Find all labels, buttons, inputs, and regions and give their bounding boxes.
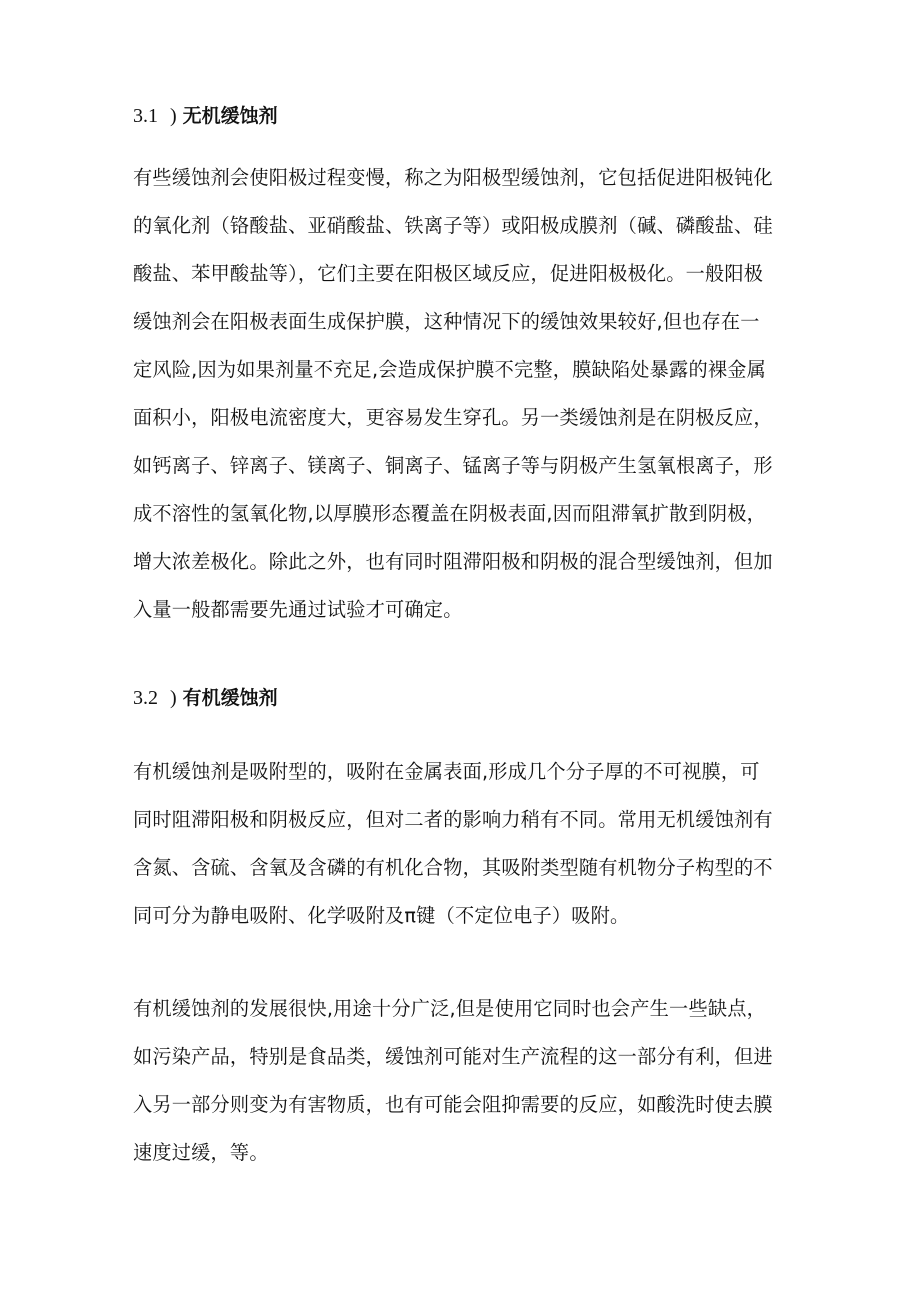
paragraph-line: 面积小，阳极电流密度大，更容易发生穿孔。另一类缓蚀剂是在阴极反应， [133,406,773,429]
paragraph-line: 同可分为静电吸附、化学吸附及π键（不定位电子）吸附。 [133,904,630,927]
paragraph-line: 的氧化剂（铬酸盐、亚硝酸盐、铁离子等）或阳极成膜剂（碱、磷酸盐、硅 [133,214,773,237]
section-heading-3-1 [133,104,278,128]
paragraph-line: 增大浓差极化。除此之外，也有同时阻滞阳极和阴极的混合型缓蚀剂，但加 [133,550,773,573]
paragraph-line: 有机缓蚀剂的发展很快,用途十分广泛,但是使用它同时也会产生一些缺点， [133,997,766,1020]
paragraph-line: 有机缓蚀剂是吸附型的，吸附在金属表面,形成几个分子厚的不可视膜，可 [133,760,760,783]
paragraph-line: 如污染产品，特别是食品类，缓蚀剂可能对生产流程的这一部分有利，但进 [133,1045,773,1068]
section-paren: ) [170,105,177,127]
section-paren: ) [170,687,177,709]
paragraph-organic-1 [133,760,805,952]
section-number: 3.2 [133,687,158,709]
paragraph-line: 缓蚀剂会在阳极表面生成保护膜，这种情况下的缓蚀效果较好,但也存在一 [133,310,760,333]
paragraph-line: 速度过缓，等。 [133,1141,269,1164]
paragraph-line: 有些缓蚀剂会使阳极过程变慢，称之为阳极型缓蚀剂，它包括促进阳极钝化 [133,166,773,189]
paragraph-line: 入量一般都需要先通过试验才可确定。 [133,598,463,621]
paragraph-line: 定风险,因为如果剂量不充足,会造成保护膜不完整，膜缺陷处暴露的裸金属 [133,358,766,381]
paragraph-line: 酸盐、苯甲酸盐等），它们主要在阳极区域反应，促进阳极极化。一般阳极 [133,262,764,285]
section-heading-3-2 [133,686,278,710]
paragraph-line: 入另一部分则变为有害物质，也有可能会阻抑需要的反应，如酸洗时使去膜 [133,1093,773,1116]
section-title: 无机缓蚀剂 [182,105,278,127]
section-title: 有机缓蚀剂 [182,687,278,709]
paragraph-inorganic [133,166,805,646]
section-number: 3.1 [133,105,158,127]
paragraph-line: 如钙离子、锌离子、镁离子、铜离子、锰离子等与阴极产生氢氧根离子，形 [133,454,773,477]
paragraph-line: 同时阻滞阳极和阴极反应，但对二者的影响力稍有不同。常用无机缓蚀剂有 [133,808,773,831]
paragraph-line: 成不溶性的氢氧化物,以厚膜形态覆盖在阴极表面,因而阻滞氧扩散到阴极， [133,502,766,525]
paragraph-organic-2 [133,997,805,1189]
paragraph-line: 含氮、含硫、含氧及含磷的有机化合物，其吸附类型随有机物分子构型的不 [133,856,773,879]
